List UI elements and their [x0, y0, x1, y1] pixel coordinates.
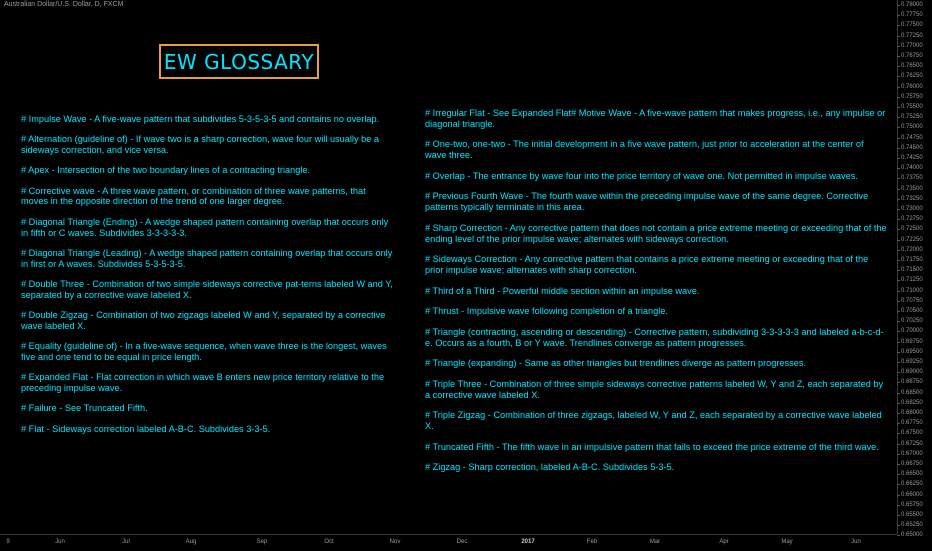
price-tick [897, 229, 900, 230]
time-label: May [781, 539, 793, 545]
price-tick [897, 36, 900, 37]
price-label: 0.74000 [901, 165, 923, 172]
price-label: 0.70250 [901, 318, 923, 325]
price-label: 0.67250 [901, 440, 923, 447]
price-tick [897, 505, 900, 506]
price-tick [897, 352, 900, 353]
time-label: Jun [55, 539, 65, 545]
price-label: 0.77250 [901, 32, 923, 39]
glossary-entry: # Double Three - Combination of two simple sideways corrective pat-terns labeled W and Y, separated by a corrective wave labeled X. [21, 278, 393, 300]
price-label: 0.66250 [901, 481, 923, 488]
glossary-entry: # Corrective wave - A three wave pattern, or combination of three wave patterns, that moves in the opposite direction of the trend of one larger degree. [21, 185, 366, 207]
price-tick [897, 484, 900, 485]
price-label: 0.77500 [901, 22, 923, 29]
time-label: Dec [456, 539, 468, 545]
price-label: 0.65000 [901, 532, 923, 539]
glossary-entry: # Double Zigzag - Combination of two zigzags labeled W and Y, separated by a corrective wave labeled X. [21, 310, 386, 331]
glossary-left-column [21, 114, 393, 444]
price-tick [897, 423, 900, 424]
price-tick [897, 362, 900, 363]
time-label: Feb [586, 539, 598, 545]
price-tick [897, 270, 900, 271]
price-tick [897, 148, 900, 149]
price-tick [897, 525, 900, 526]
glossary-entry: # Alternation (guideline of) - If wave two is a sharp correction, wave four will usually be a sideways correction, and vice versa. [21, 134, 379, 156]
time-label: Mar [649, 539, 661, 545]
glossary-entry: # Sideways Correction - Any corrective pattern that contains a price extreme meeting or exceeding that of the prior impulse wave; alternates with sharp correction. [425, 254, 869, 275]
price-tick [897, 87, 900, 88]
price-label: 0.66000 [901, 491, 923, 498]
time-label: Oct [324, 539, 334, 545]
glossary-right-column [425, 108, 887, 483]
price-tick [897, 107, 900, 108]
price-label: 0.75250 [901, 114, 923, 121]
price-label: 0.73250 [901, 195, 923, 202]
price-tick [897, 301, 900, 302]
glossary-entry: # Diagonal Triangle (Ending) - A wedge shaped pattern containing overlap that occurs only in fifth or C waves. Subdivides 3-3-3-3-3. [21, 216, 389, 238]
price-tick [897, 403, 900, 404]
price-label: 0.69500 [901, 348, 923, 355]
price-label: 0.69250 [901, 359, 923, 365]
price-label: 0.68000 [901, 410, 923, 416]
price-label: 0.70750 [901, 297, 923, 304]
price-label: 0.67750 [901, 420, 923, 427]
price-label: 0.76250 [901, 73, 923, 80]
price-label: 0.71750 [901, 257, 923, 263]
price-tick [897, 189, 900, 190]
glossary-entry: # Impulse Wave - A five-wave pattern that subdivides 5-3-5-3-5 and contains no overlap. [21, 114, 380, 124]
glossary-entry: # Expanded Flat - Flat correction in which wave B enters new price territory relative to the preceding impulse wave. [21, 372, 385, 394]
glossary-entry: # Triangle (contracting, ascending or descending) - Corrective pattern, subdividing 3-3-3-3-3 and labeled a-b-c-d-e. Occurs as a fourth, B or Y wave. Trendlines converge as pattern progresses. [425, 326, 884, 348]
glossary-entry: # Equality (guideline of) - In a five-wave sequence, when wave three is the longest, waves five and one tend to be equal in price length. [21, 341, 387, 362]
price-label: 0.76000 [901, 83, 923, 90]
price-label: 0.66750 [901, 461, 923, 467]
price-label: 0.65500 [901, 512, 923, 518]
glossary-entry: # Sharp Correction - Any corrective pattern that does not contain a price extreme meeting or exceeding that of the ending level of the prior impulse wave; alternates with sideways correction. [425, 222, 887, 244]
price-label: 0.78000 [901, 2, 923, 8]
price-label: 0.77750 [901, 12, 923, 19]
price-label: 0.68500 [901, 389, 923, 396]
price-label: 0.67000 [901, 450, 923, 457]
glossary-title: EW GLOSSARY [163, 49, 315, 74]
glossary-entry: # Overlap - The entrance by wave four into the price territory of wave one. Not permitted in impulse waves. [425, 170, 858, 181]
price-tick [897, 250, 900, 251]
glossary-entry: # Triple Three - Combination of three simple sideways corrective patterns labeled W, Y and Z, each separated by a corrective wave labeled X. [425, 378, 884, 400]
glossary-entry: # Triple Zigzag - Combination of three zigzags, labeled W, Y and Z, each separated by a corrective wave labeled X. [425, 410, 882, 431]
price-tick [897, 311, 900, 312]
price-label: 0.68750 [901, 379, 923, 386]
price-label: 0.65750 [901, 501, 923, 508]
price-tick [897, 495, 900, 496]
price-tick [897, 444, 900, 445]
price-label: 0.71250 [901, 277, 923, 284]
price-label: 0.70500 [901, 308, 923, 314]
price-tick [897, 5, 900, 6]
glossary-entry: # One-two, one-two - The initial development in a five wave pattern, just prior to acceleration at the center of wave three. [425, 139, 864, 161]
time-label: 2017 [521, 539, 535, 545]
price-tick [897, 464, 900, 465]
price-tick [897, 76, 900, 77]
price-label: 0.74750 [901, 134, 923, 141]
price-tick [897, 413, 900, 414]
glossary-entry: # Irregular Flat - See Expanded Flat# Motive Wave - A five-wave pattern that makes progress, i.e., any impulse or diagonal triangle. [425, 108, 886, 129]
time-label: Sep [256, 539, 268, 545]
price-label: 0.73000 [901, 206, 923, 212]
price-label: 0.71000 [901, 287, 923, 294]
time-label: Jun [851, 539, 861, 545]
price-label: 0.72250 [901, 236, 923, 243]
price-label: 0.67500 [901, 430, 923, 437]
price-tick [897, 240, 900, 241]
glossary-entry: # Failure - See Truncated Fifth. [21, 403, 148, 414]
time-label: Jul [122, 539, 130, 545]
price-label: 0.73500 [901, 185, 923, 192]
price-label: 0.73750 [901, 175, 923, 182]
price-label: 0.76500 [901, 63, 923, 70]
price-tick [897, 66, 900, 67]
price-tick [897, 97, 900, 98]
glossary-title-box [159, 44, 319, 79]
price-label: 0.72500 [901, 226, 923, 233]
price-tick [897, 321, 900, 322]
price-tick [897, 199, 900, 200]
price-tick [897, 342, 900, 343]
glossary-entry: # Previous Fourth Wave - The fourth wave within the preceding impulse wave of the same degree. Corrective patterns typically terminate in this area. [425, 191, 869, 213]
price-tick [897, 280, 900, 281]
price-axis[interactable] [897, 0, 932, 539]
time-label: Nov [389, 539, 401, 545]
price-tick [897, 291, 900, 292]
time-label: Aug [185, 539, 197, 545]
price-tick [897, 25, 900, 26]
glossary-entry: # Flat - Sideways correction labeled A-B-C. Subdivides 3-3-5. [21, 423, 271, 434]
price-tick [897, 382, 900, 383]
price-tick [897, 372, 900, 373]
price-label: 0.77000 [901, 42, 923, 49]
price-tick [897, 127, 900, 128]
price-label: 0.72000 [901, 246, 923, 253]
glossary-entry: # Apex - Intersection of the two boundary lines of a contracting triangle. [21, 165, 311, 176]
glossary-entry: # Triangle (expanding) - Same as other triangles but trendlines diverge as pattern progresses. [425, 358, 806, 369]
price-tick [897, 454, 900, 455]
price-tick [897, 209, 900, 210]
price-label: 0.74250 [901, 155, 923, 161]
axis-corner [897, 534, 932, 550]
price-tick [897, 474, 900, 475]
glossary-entry: # Thrust - Impulsive wave following completion of a triangle. [425, 306, 668, 317]
price-tick [897, 158, 900, 159]
time-label: Apr [719, 539, 729, 545]
time-label: 9 [6, 539, 10, 545]
price-tick [897, 46, 900, 47]
price-label: 0.74500 [901, 144, 923, 151]
time-axis[interactable] [0, 534, 897, 551]
price-label: 0.66500 [901, 471, 923, 478]
price-tick [897, 515, 900, 516]
price-tick [897, 56, 900, 57]
price-tick [897, 168, 900, 169]
price-label: 0.75750 [901, 93, 923, 100]
price-tick [897, 331, 900, 332]
price-label: 0.70000 [901, 328, 923, 335]
price-tick [897, 433, 900, 434]
price-label: 0.69000 [901, 369, 923, 376]
price-label: 0.75000 [901, 124, 923, 131]
price-label: 0.72750 [901, 216, 923, 223]
price-tick [897, 178, 900, 179]
price-tick [897, 260, 900, 261]
glossary-entry: # Truncated Fifth - The fifth wave in an impulsive pattern that fails to exceed the price extreme of the third wave. [425, 441, 879, 452]
price-tick [897, 393, 900, 394]
price-label: 0.68250 [901, 399, 923, 406]
glossary-entry: # Third of a Third - Powerful middle section within an impulse wave. [425, 285, 700, 296]
price-label: 0.65250 [901, 522, 923, 529]
price-label: 0.69750 [901, 338, 923, 345]
symbol-title: Australian Dollar/U.S. Dollar, D, FXCM [4, 1, 124, 8]
price-tick [897, 219, 900, 220]
price-label: 0.75500 [901, 104, 923, 110]
price-tick [897, 15, 900, 16]
price-label: 0.71500 [901, 267, 923, 274]
price-tick [897, 117, 900, 118]
glossary-entry: # Zigzag - Sharp correction, labeled A-B-C. Subdivides 5-3-5. [425, 462, 675, 473]
glossary-entry: # Diagonal Triangle (Leading) - A wedge shaped pattern containing overlap that occurs only in first or A waves. Subdivides 5-3-5-3-5. [21, 247, 393, 269]
price-tick [897, 138, 900, 139]
price-label: 0.76750 [901, 53, 923, 59]
